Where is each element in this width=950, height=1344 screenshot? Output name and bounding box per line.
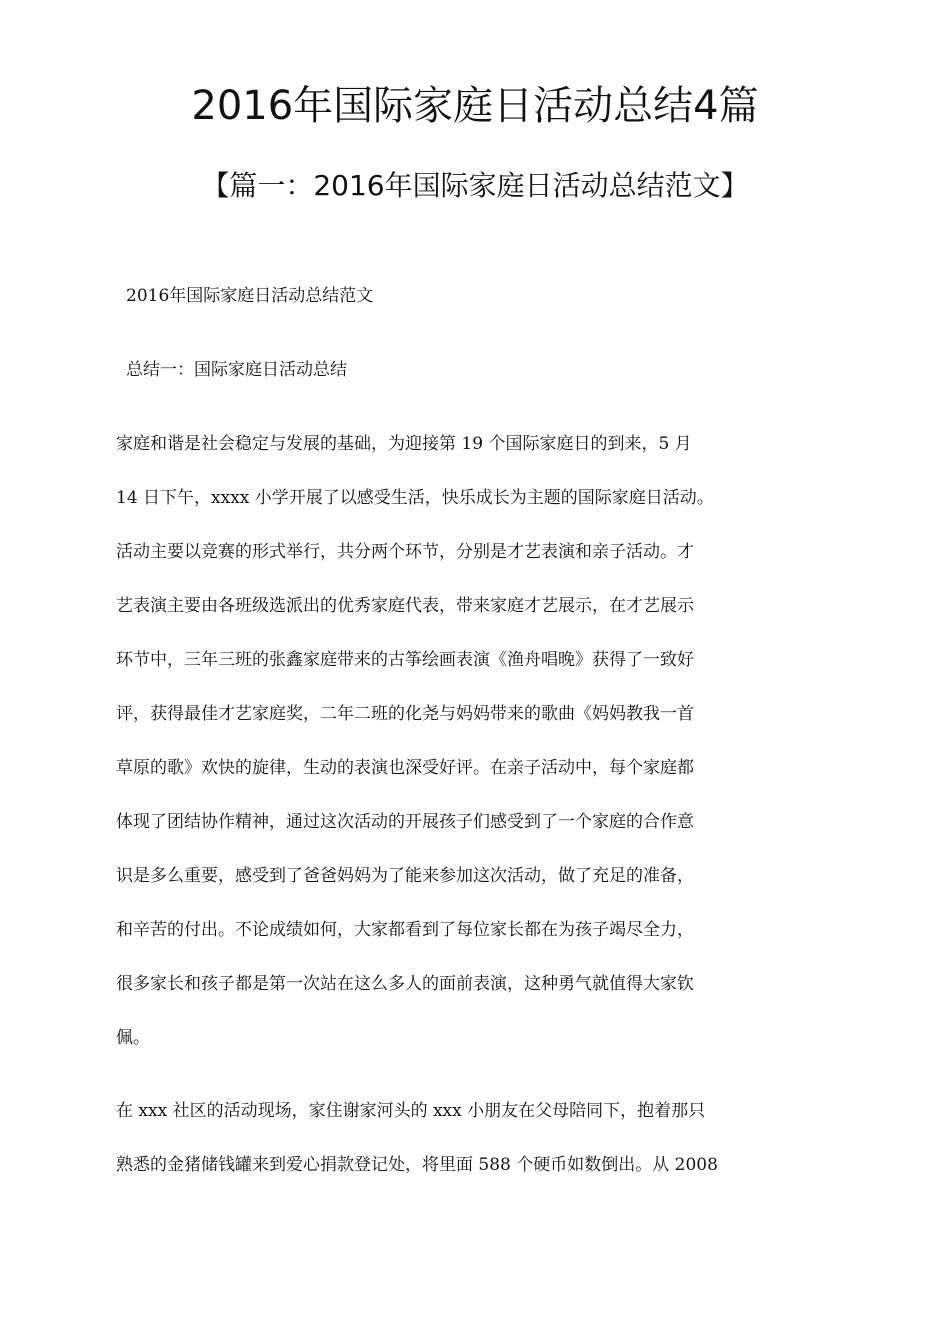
section-heading: 【篇一：2016年国际家庭日活动总结范文】 [201, 169, 749, 202]
text-line: 和辛苦的付出。不论成绩如何，大家都看到了每位家长都在为孩子竭尽全力， [116, 920, 694, 940]
text-line: 14 日下午，xxxx 小学开展了以感受生活，快乐成长为主题的国际家庭日活动。 [116, 488, 714, 508]
text-line: 活动主要以竞赛的形式举行，共分两个环节，分别是才艺表演和亲子活动。才 [116, 542, 694, 562]
document-title: 2016年国际家庭日活动总结4篇 [191, 83, 759, 129]
body-paragraph [116, 430, 836, 1078]
text-line: 很多家长和孩子都是第一次站在这么多人的面前表演，这种勇气就值得大家钦 [116, 974, 694, 994]
text-line: 草原的歌》欢快的旋律，生动的表演也深受好评。在亲子活动中，每个家庭都 [116, 758, 694, 778]
text-line: 熟悉的金猪储钱罐来到爱心捐款登记处，将里面 588 个硬币如数倒出。从 2008 [116, 1155, 718, 1175]
text-line: 评，获得最佳才艺家庭奖，二年二班的化尧与妈妈带来的歌曲《妈妈教我一首 [116, 704, 694, 724]
body-paragraph [116, 1097, 836, 1205]
text-line: 体现了团结协作精神，通过这次活动的开展孩子们感受到了一个家庭的合作意 [116, 812, 694, 832]
text-line: 在 xxx 社区的活动现场，家住谢家河头的 xxx 小朋友在父母陪同下，抱着那只 [116, 1101, 706, 1121]
text-line: 艺表演主要由各班级选派出的优秀家庭代表，带来家庭才艺展示，在才艺展示 [116, 596, 694, 616]
text-line: 家庭和谐是社会稳定与发展的基础，为迎接第 19 个国际家庭日的到来，5 月 [116, 434, 692, 454]
article-title: 2016年国际家庭日活动总结范文 [126, 286, 374, 306]
text-line: 佩。 [116, 1028, 150, 1048]
summary-heading: 总结一：国际家庭日活动总结 [126, 360, 347, 380]
text-line: 环节中，三年三班的张鑫家庭带来的古筝绘画表演《渔舟唱晚》获得了一致好 [116, 650, 694, 670]
text-line: 识是多么重要，感受到了爸爸妈妈为了能来参加这次活动，做了充足的准备， [116, 866, 694, 886]
